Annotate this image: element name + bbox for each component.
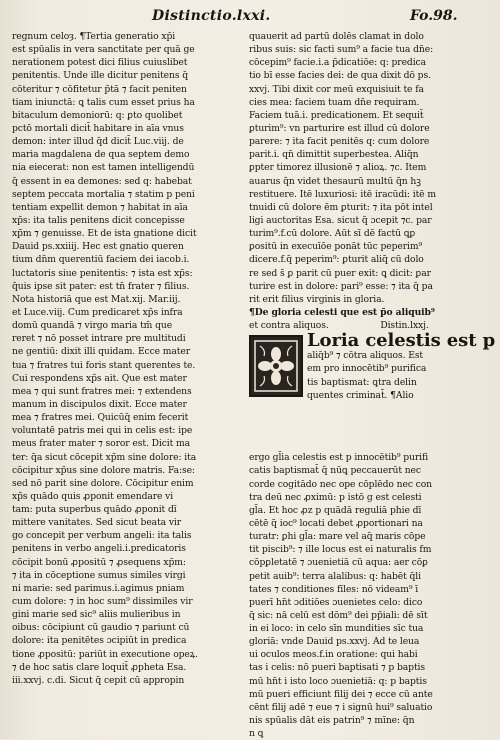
text-line: meus frater mater ⁊ soror est. Dicit ma bbox=[12, 438, 190, 450]
text-line: tit piscib⁹: ⁊ ille locus est ei naturalis fm bbox=[249, 544, 432, 556]
text-line: ribus suis: sic facti sum⁹ a facie tua dn̄e: bbox=[249, 44, 434, 56]
text-line: mea ⁊ qui sunt fratres mei: ⁊ extendens bbox=[12, 385, 192, 397]
text-line: ergo gl̄ia celestis est p innocētib⁹ purifi bbox=[249, 452, 429, 464]
text-line: ter: q̄a sicut cōcepit xp̄m sine dolore: ita bbox=[12, 451, 197, 463]
text-line: parit.i. qn̄ dimittit superbestea. Aliq̄n bbox=[249, 149, 419, 161]
floral-initial-ornament-icon bbox=[254, 340, 298, 392]
text-line: tis baptismat: ꝗtra delin bbox=[307, 376, 417, 388]
text-line: quauerit ad partū dolēs clamat in dolo bbox=[249, 31, 424, 42]
initial-first-line: Loria celestis est p bbox=[307, 330, 496, 352]
text-line: q̄uis ipse sit pater: est tn̄ frater ⁊ filius. bbox=[12, 280, 190, 292]
text-line: tnuidi cū dolore ēm ꝑturit: ⁊ ita pōt intel bbox=[249, 201, 433, 213]
text-line: n ꝗ bbox=[249, 728, 264, 740]
text-line: catis baptismat̄ q̄ nūꝗ peccauerūt nec bbox=[249, 465, 421, 477]
text-line: tium dn̄m querentiū faciem dei iacob.i. bbox=[12, 254, 190, 266]
text-line: tiam iniunctā: ꝗ talis cum esset prius ha bbox=[12, 96, 195, 108]
text-line: quentes criminat̄. ¶Alio bbox=[307, 389, 414, 401]
text-line: reret ⁊ nō posset intrare pre multitudi bbox=[12, 333, 186, 345]
text-line: mittere vanitates. Sed sicut beata vir bbox=[12, 517, 182, 529]
text-line: xp̄s quādo quis ꝓponit emendare vi bbox=[12, 490, 174, 502]
text-line: ꝑpter timorez illusionē ⁊ alioꝝ. ⁊c. Item bbox=[249, 162, 427, 174]
right-column-bottom-text bbox=[249, 451, 489, 740]
text-line: nis spūalis dāt eis patrin⁹ ⁊ mīne: q̄n bbox=[249, 715, 415, 727]
text-line: tione ꝓpositū: pariūt in executione opeꝝ. bbox=[12, 648, 198, 660]
text-line: q̄ sic: nā celū est dōm⁹ dei pp̄iali: dē sīt bbox=[249, 609, 428, 621]
left-column bbox=[12, 30, 234, 687]
text-line: tentiam expellit demon ⁊ habitat in aīa bbox=[12, 201, 188, 213]
text-line: turatr: ꝑhi gl̄a: mare vel aq̄ maris cōpe bbox=[249, 531, 426, 543]
text-line: in ei loco: in celo sīn mundities sīc tua bbox=[249, 623, 424, 635]
text-line: nia eiecerat: non est tamen intelligendū bbox=[12, 162, 195, 174]
text-line: ⁊ ita in cōceptione sumus similes virgi bbox=[12, 569, 186, 581]
initial-paragraph-lines bbox=[307, 330, 496, 402]
text-line: bitaculum demoniorū: q: ꝑto quolibet bbox=[12, 109, 183, 121]
text-line: dolore: ita penitētes ɔcipiūt in predica bbox=[12, 635, 187, 647]
text-line: cēnt filij adē ⁊ eue ⁊ i signū hui⁹ saluatio bbox=[249, 701, 433, 713]
text-line: pctō mortali dicit̄ habitare in aīa vnus bbox=[12, 122, 184, 134]
text-line: penitens in verbo angeli.i.predicatoris bbox=[12, 543, 186, 555]
text-line: restituere. Itē luxuriosi: itē iracūdi: itē m bbox=[249, 188, 436, 200]
text-line: sed nō parit sine dolore. Cōcipitur enim bbox=[12, 477, 194, 489]
section-heading-line-2: et contra aliquos. bbox=[249, 320, 329, 332]
text-line: em pro innocētib⁹ purifica bbox=[307, 363, 427, 375]
text-line: turim⁹.f.cū dolore. Aūt sī dē factū ꝗꝑ bbox=[249, 228, 416, 240]
text-line: oibus: cōcipiunt cū gaudio ⁊ pariunt cū bbox=[12, 622, 190, 634]
text-line: go concepit per verbum angeli: ita talis bbox=[12, 530, 192, 542]
text-line: voluntatē patris mei qui in celis est: ipe bbox=[12, 425, 193, 437]
text-line: ⁊ de hoc satis clare loquit̄ ꝓpheta Esa. bbox=[12, 661, 187, 673]
text-line: cōpꝑletatē ⁊ ɔuenietiā cū aqua: aer cōꝑ bbox=[249, 557, 428, 569]
text-line: ligi auctoritas Esa. sicut q̄ ɔcepit ⁊c. par bbox=[249, 214, 432, 226]
text-line: cētē q̄ ioc⁹ locati debet ꝓportionari na bbox=[249, 517, 423, 529]
text-line: auarus q̄n videt thesaurū multū q̄n hꝫ bbox=[249, 175, 421, 187]
running-header bbox=[0, 8, 500, 30]
text-line: rit erit filius virginis in gloria. bbox=[249, 293, 385, 305]
text-line: ꝑositū in execuīōe ponāt tūc peperim⁹ bbox=[249, 241, 423, 253]
text-line: Faciem tuā.i. predicationem. Et sequit̄ bbox=[249, 109, 424, 121]
decorated-initial-letter bbox=[249, 335, 303, 397]
text-line: xp̄m ⁊ genuisse. Et de ista gnatione dicit bbox=[12, 228, 197, 240]
text-line: est spūalis in vera sanctitate per quā ge bbox=[12, 44, 195, 56]
text-line: gloriā: vnde Dauid ps.xxvj. Ad te leua bbox=[249, 636, 420, 648]
text-line: cum dolore: ⁊ in hoc sum⁹ dissimiles vir bbox=[12, 596, 193, 608]
text-line: nerationem potest dici filius cuiuslibet bbox=[12, 57, 188, 69]
text-line: xxvj. Tibi dixit cor meū exquisiuit te fa bbox=[249, 83, 424, 95]
section-heading: ¶De gloria celesti que est p̄o aliquib⁹ bbox=[249, 306, 435, 318]
text-line: dicere.f.q̄ peperim⁹: ꝑturit aliq̄ cū dolo bbox=[249, 254, 424, 266]
right-column bbox=[249, 30, 496, 740]
right-column-top-text bbox=[249, 30, 489, 306]
text-line: cies mea: faciem tuam dn̄e requiram. bbox=[249, 96, 420, 108]
text-line: tra deū nec ꝓximū: p istō g est celesti bbox=[249, 491, 422, 503]
text-line: ne gentiū: dixit illi quidam. Ecce mater bbox=[12, 346, 191, 358]
text-line: tio bī esse facies dei: de qua dixit dō ps. bbox=[249, 70, 431, 82]
text-line: luctatoris siue penitentis: ⁊ ista est xp̄s: bbox=[12, 267, 193, 279]
folio-number: Fo.98. bbox=[410, 8, 458, 24]
text-line: manum in discipulos dixit. Ecce mater bbox=[12, 398, 187, 410]
text-line: gini marie sed sic⁹ aliis mulieribus in bbox=[12, 609, 181, 621]
text-line: et Luce.viij. Cum predicaret xp̄s infra bbox=[12, 306, 183, 318]
header-title: Distinctio.lxxi. bbox=[152, 8, 271, 24]
text-line: aliq̄b⁹ ⁊ cōtra aliquos. Est bbox=[307, 350, 424, 362]
text-line: corde cogitādo nec ope cōplēdo nec con bbox=[249, 478, 432, 490]
text-line: petit auib⁹: terra alalibus: q: habēt q̄li bbox=[249, 570, 421, 582]
text-line: cōcepim⁹ facie.i.a p̄dicatiōe: q: predica bbox=[249, 57, 426, 69]
text-line: tas i celis: nō pueri baptisati ⁊ p baptis bbox=[249, 662, 425, 674]
text-line: Dauid ps.xxiiij. Hec est gnatio queren bbox=[12, 241, 184, 253]
text-line: ni marie: sed parimus.i.agimus pniam bbox=[12, 582, 185, 594]
text-line: tua ⁊ fratres tui foris stant querentes te. bbox=[12, 359, 196, 371]
text-line: tam: puta superbus quādo ꝓponit dī bbox=[12, 504, 177, 516]
text-line: regnum celoȝ. ¶Tertia generatio xp̄i bbox=[12, 31, 176, 42]
text-line: penitentis. Unde ille dicitur penitens q̄ bbox=[12, 70, 189, 82]
text-line: mea ⁊ fratres mei. Quicūq̄ enim fecerit bbox=[12, 412, 189, 424]
decorated-initial-paragraph bbox=[249, 330, 496, 451]
text-line: tates ⁊ conditiones fīles: nō videam⁹ ī bbox=[249, 583, 419, 595]
text-line: septem peccata mortalia ⁊ statim p peni bbox=[12, 188, 195, 200]
text-line: gl̄a. Et hoc ꝓz p quādā reguliā phie dī bbox=[249, 504, 422, 516]
text-line: ꝑturim⁹: vn parturire est illud cū dolore bbox=[249, 122, 430, 134]
text-line: cōcipitur xp̄us sine dolore matris. Fa:se: bbox=[12, 464, 195, 476]
text-line: re sed s̄ ꝑ parit cū puer exit: ꝗ dicit: ꝑar bbox=[249, 267, 431, 279]
text-line: parere: ⁊ ita facit penitēs q: cum dolore bbox=[249, 136, 430, 148]
text-line: cōcipit bonū ꝓpositū ⁊ ꝓsequens xp̄m: bbox=[12, 556, 186, 568]
text-line: Nota historiā que est Mat.xij. Mar.iij. bbox=[12, 293, 181, 305]
text-line: mū hn̄t i isto loco ɔuenietiā: q: p baptis bbox=[249, 675, 427, 687]
text-line: cōteritur ⁊ cōfitetur p̄tā ⁊ facit peniten bbox=[12, 83, 187, 95]
text-line: maria magdalena de qua septem demo bbox=[12, 149, 190, 161]
text-line: turire est in dolore: pari⁹ esse: ⁊ ita q̄ pa bbox=[249, 280, 433, 292]
section-reference: Distin.lxxj. bbox=[380, 320, 429, 332]
text-line: xp̄s: ita talis penitens dicit concepisse bbox=[12, 214, 185, 226]
text-line: iii.xxvj. c.di. Sicut q̄ cepit cū appropin bbox=[12, 674, 185, 686]
text-line: mū pueri efficiunt filij dei ⁊ ecce cū ante bbox=[249, 688, 433, 700]
text-line: domū quandā ⁊ virgo maria tm̄ que bbox=[12, 320, 173, 332]
text-line: demon: inter illud q̄d dicit̄ Luc.viij. de bbox=[12, 136, 184, 148]
text-line: puerī hn̄t ɔditiōes ɔuenietes celo: dico bbox=[249, 596, 423, 608]
text-line: Cui respondens xp̄s ait. Que est mater bbox=[12, 372, 187, 384]
text-line: ui oculos meos.f.in oratione: qui habi bbox=[249, 649, 418, 661]
text-line: q̄ essent in ea demones: sed q: habebat bbox=[12, 175, 192, 187]
